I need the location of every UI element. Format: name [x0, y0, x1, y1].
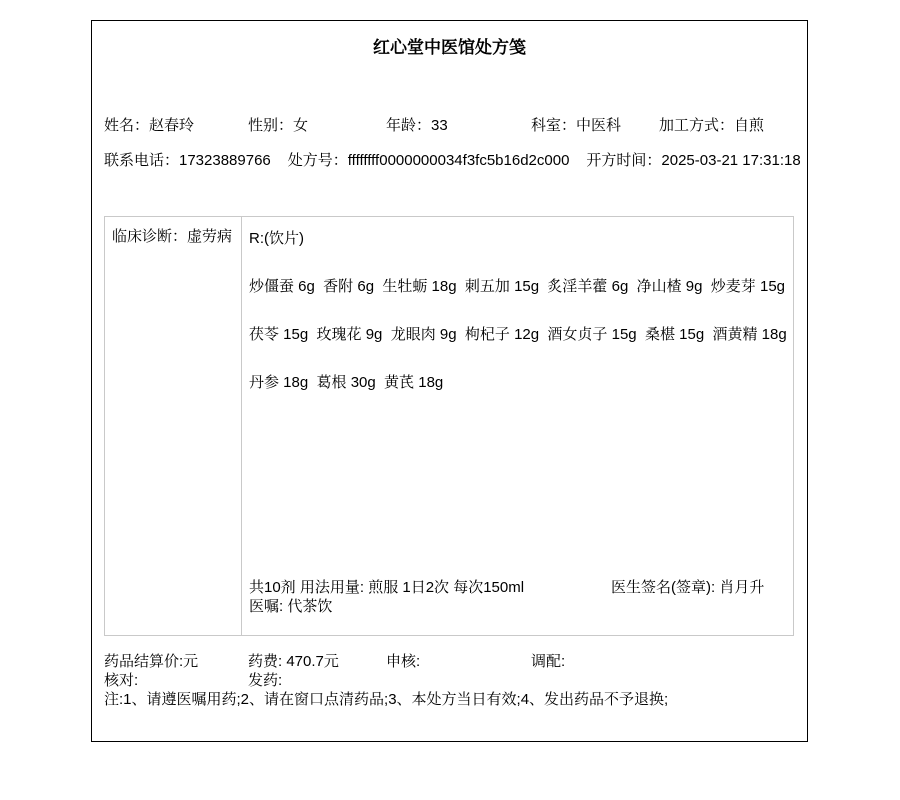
herb-line: 炒僵蚕 6g 香附 6g 生牡蛎 18g 刺五加 15g 炙淫羊藿 6g 净山楂 9g 炒麦芽 15g	[249, 278, 786, 295]
medicine-fee: 药费: 470.7元	[248, 653, 339, 670]
review-field: 申核:	[386, 653, 421, 670]
settlement-price: 药品结算价:元	[104, 653, 199, 670]
prescription-time: 开方时间：2025-03-21 17:31:18	[586, 152, 801, 169]
diagnosis-cell	[105, 217, 242, 635]
prescription-number: 处方号：ffffffff0000000034f3fc5b16d2c000	[287, 152, 570, 169]
patient-age: 年龄：33	[386, 117, 448, 134]
footer-note: 注:1、请遵医嘱用药;2、请在窗口点清药品;3、本处方当日有效;4、发出药品不予退换;	[104, 691, 669, 708]
check-field: 核对:	[104, 672, 139, 689]
prescription-box	[104, 216, 794, 636]
issue-field: 发药:	[248, 672, 283, 689]
herb-line: 茯苓 15g 玫瑰花 9g 龙眼肉 9g 枸杞子 12g 酒女贞子 15g 桑椹 15g 酒黄精 18g	[249, 326, 787, 343]
doctor-signature: 医生签名(签章): 肖月升	[611, 579, 765, 596]
clinical-diagnosis: 临床诊断：虚劳病	[112, 228, 233, 245]
herb-line: 丹参 18g 葛根 30g 黄芪 18g	[249, 374, 444, 391]
dispense-field: 调配:	[531, 653, 566, 670]
patient-department: 科室：中医科	[531, 117, 622, 134]
contact-phone: 联系电话：17323889766	[104, 152, 271, 169]
rx-cell	[242, 217, 793, 635]
patient-gender: 性别：女	[248, 117, 309, 134]
prescription-sheet	[91, 20, 808, 742]
medical-advice: 医嘱: 代茶饮	[249, 598, 333, 615]
processing-method: 加工方式：自煎	[659, 117, 765, 134]
rx-header: R:(饮片)	[249, 230, 304, 247]
patient-info-row2	[104, 151, 801, 170]
patient-name: 姓名：赵春玲	[104, 117, 195, 134]
page-title: 红心堂中医馆处方笺	[373, 38, 526, 57]
usage-instructions: 共10剂 用法用量: 煎服 1日2次 每次150ml	[249, 579, 525, 596]
